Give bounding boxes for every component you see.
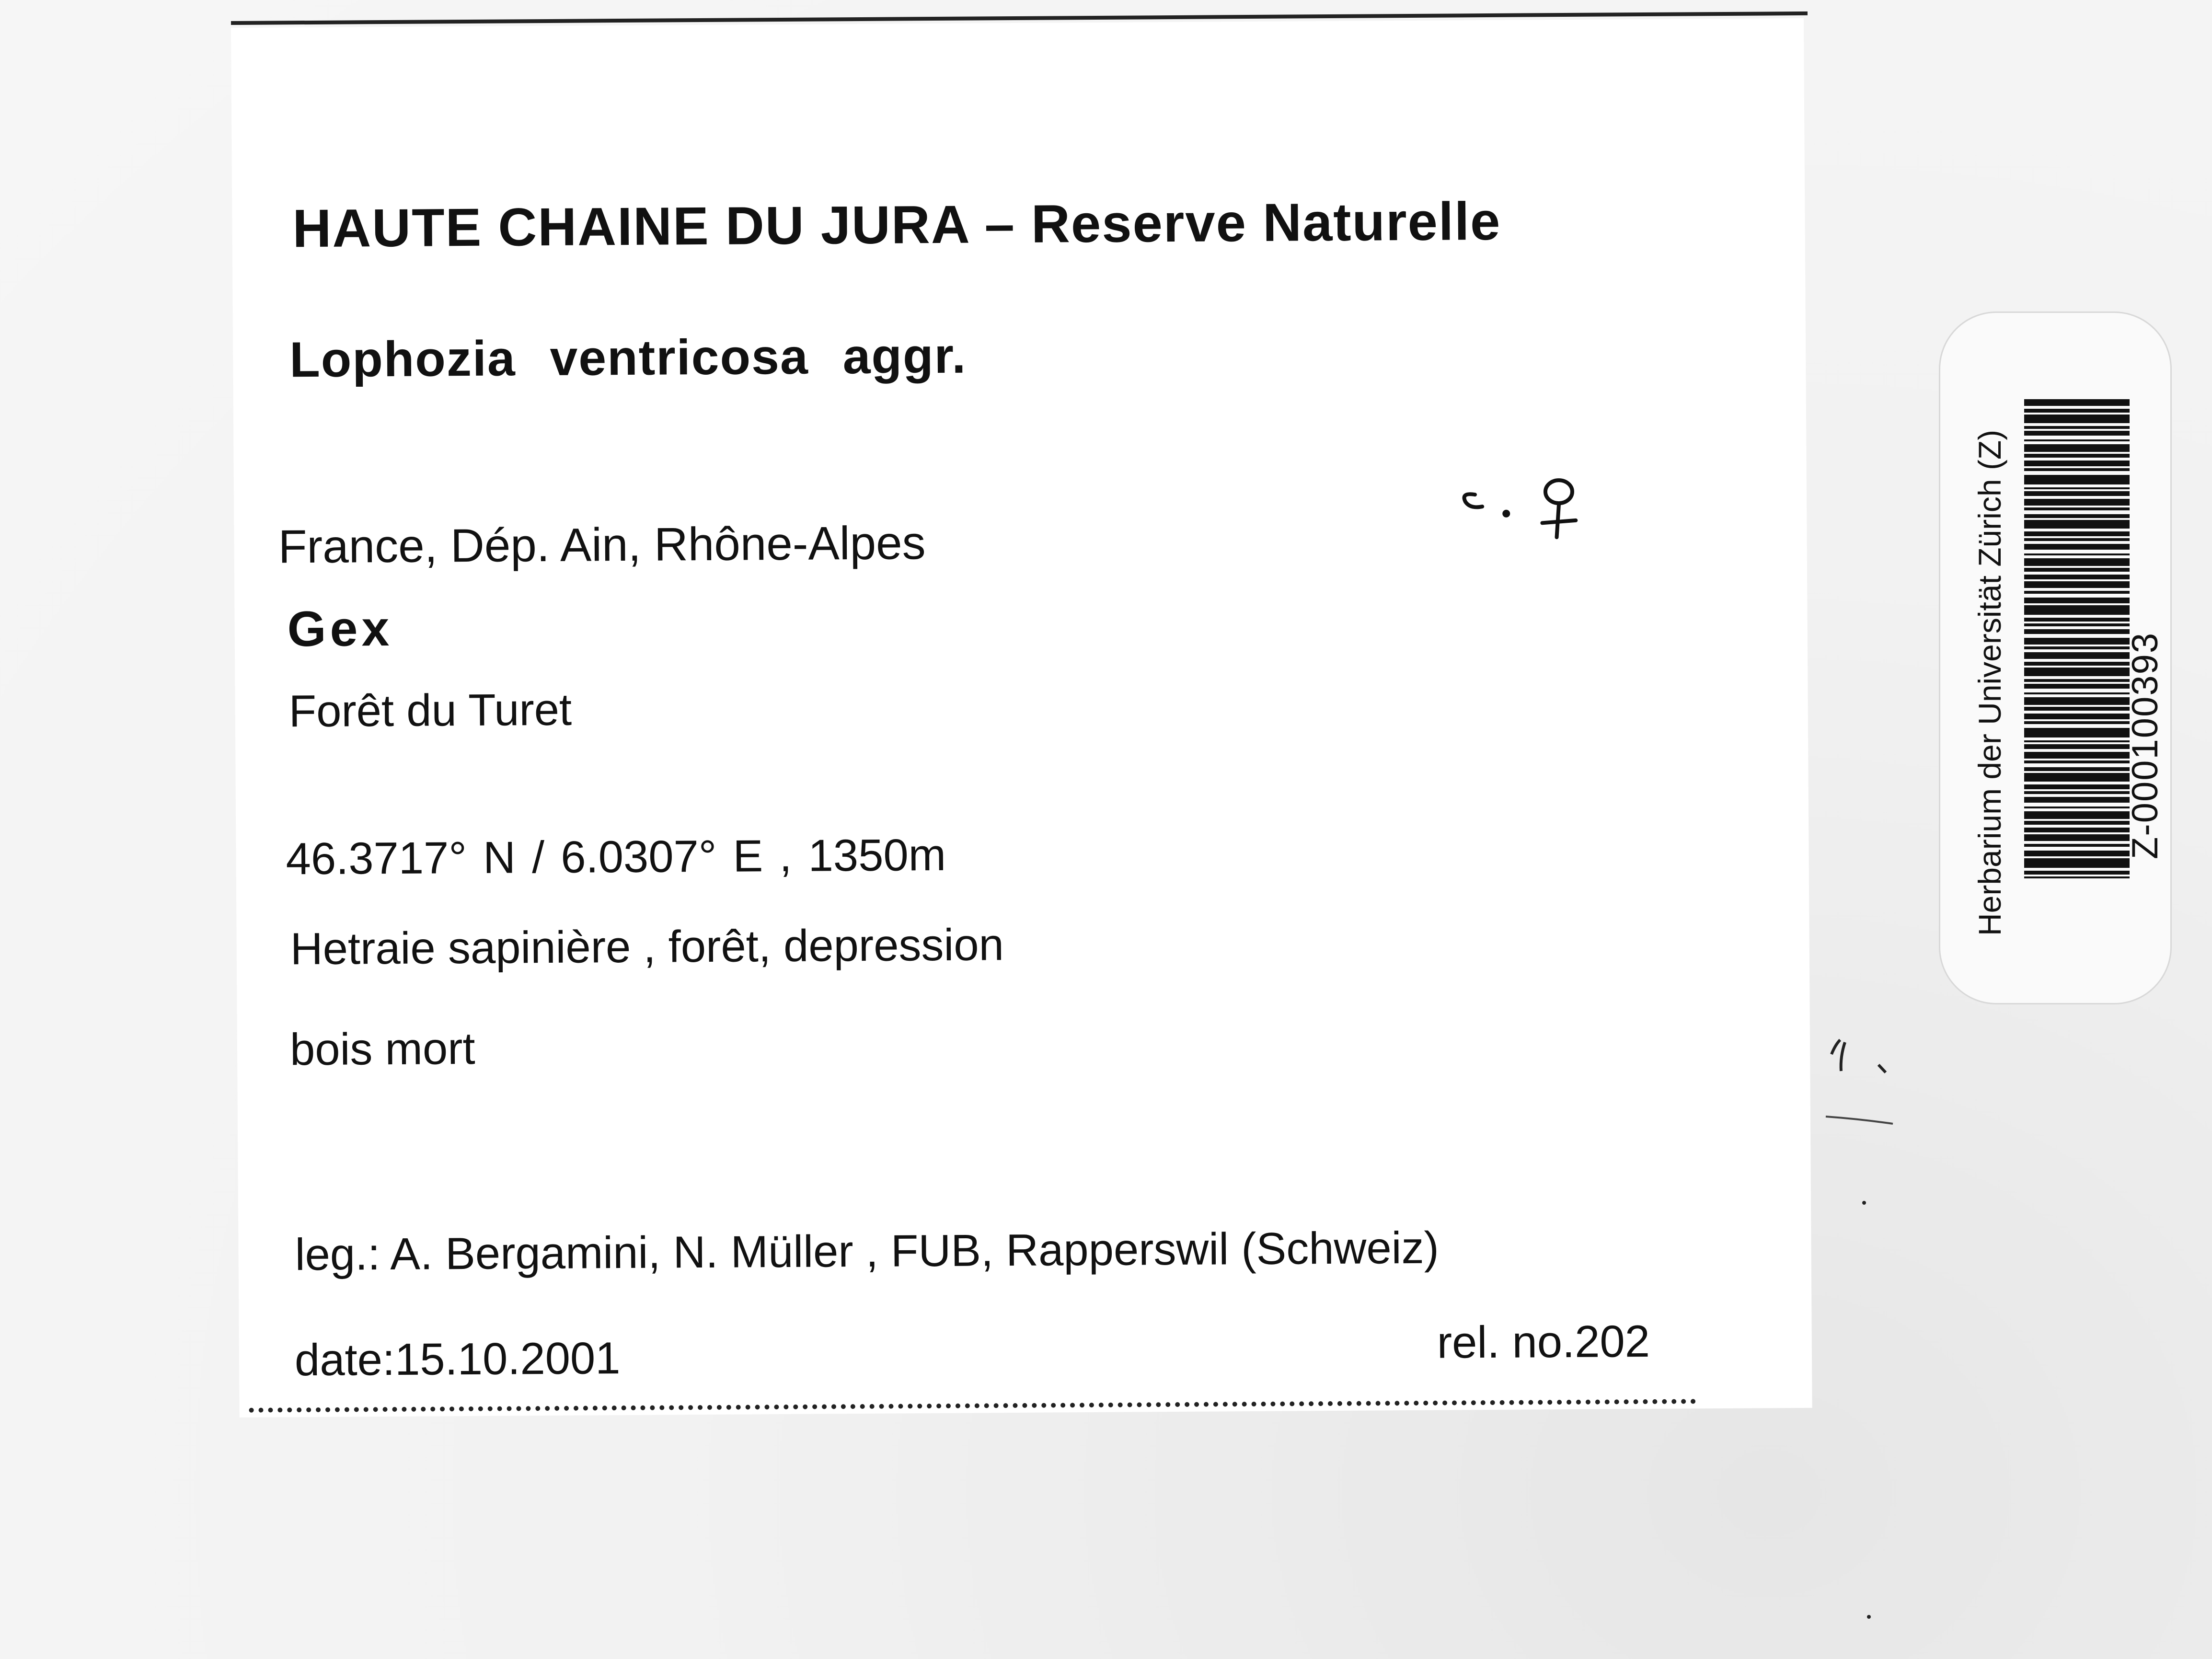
barcode-bar: [2024, 499, 2130, 506]
locality: Gex: [287, 600, 393, 657]
barcode-bar: [2024, 784, 2130, 789]
barcode-bar: [2024, 623, 2130, 626]
barcode-bar: [2024, 828, 2130, 832]
barcode-bar: [2024, 598, 2130, 603]
barcode-bar: [2024, 553, 2130, 555]
barcode-bar: [2024, 538, 2130, 541]
barcode-bar: [2024, 544, 2130, 550]
specimen-label: [231, 18, 1812, 1417]
barcode-bar: [2024, 514, 2130, 518]
institution-name: Herbarium der Universität Zürich (Z): [1972, 429, 2007, 936]
barcode-bar: [2024, 426, 2130, 429]
barcode-bar: [2024, 760, 2130, 763]
barcode-bar: [2024, 684, 2130, 689]
barcode-bar: [2024, 444, 2130, 452]
barcode-bar: [2024, 844, 2130, 847]
barcode-bar: [2024, 652, 2130, 659]
barcode-bar: [2024, 714, 2130, 719]
barcode-bar: [2024, 638, 2130, 645]
barcode-bar: [2024, 618, 2130, 622]
barcode-bar: [2024, 721, 2130, 724]
barcode-bar: [2024, 520, 2130, 529]
collection-date: date:15.10.2001: [294, 1333, 621, 1385]
barcode-bar: [2024, 821, 2130, 825]
barcode-bar: [2024, 409, 2130, 413]
barcode-bar: [2024, 871, 2130, 875]
barcode-bar: [2024, 767, 2130, 771]
barcode-bar: [2024, 851, 2130, 856]
coordinates: 46.3717° N / 6.0307° E , 1350m: [286, 829, 946, 884]
barcode-bar: [2024, 752, 2130, 759]
barcode-bar: [2024, 797, 2130, 803]
barcode-bar: [2024, 629, 2130, 634]
barcode-bar: [2024, 876, 2130, 878]
substrate: bois mort: [289, 1023, 475, 1075]
barcode-bar: [2024, 575, 2130, 579]
barcode-bar: [2024, 728, 2130, 737]
barcode-bar: [2024, 439, 2130, 441]
barcode-bar: [2024, 668, 2130, 676]
site: Forêt du Turet: [288, 684, 572, 737]
handwritten-note: [1456, 465, 1619, 552]
barcode-card: [1939, 311, 2172, 1004]
barcode-number: Z-000100393: [2125, 632, 2166, 859]
habitat: Hetraie sapinière , forêt, depression: [290, 919, 1004, 974]
barcode-bar: [2024, 558, 2130, 566]
barcode-bar: [2024, 461, 2130, 466]
barcode-bar: [2024, 697, 2130, 705]
barcode-bar: [2024, 431, 2130, 436]
barcode-bar: [2024, 475, 2130, 484]
barcode-bar: [2024, 507, 2130, 510]
barcode-bar: [2024, 662, 2130, 666]
barcode-bar: [2024, 692, 2130, 694]
barcode-bar: [2024, 487, 2130, 489]
barcode-bar: [2024, 744, 2130, 749]
barcode-bar: [2024, 399, 2130, 406]
relevé-number: rel. no.202: [1437, 1315, 1650, 1368]
barcode-bar: [2024, 605, 2130, 615]
barcode-bar: [2024, 791, 2130, 794]
barcode-bar: [2024, 806, 2130, 808]
barcode-bar: [2024, 740, 2130, 742]
barcode-bar: [2024, 531, 2130, 536]
barcode-bar: [2024, 454, 2130, 458]
country-region: France, Dép. Ain, Rhône-Alpes: [278, 516, 926, 573]
barcode-bar: [2024, 646, 2130, 649]
barcode-bar: [2024, 568, 2130, 572]
barcode-bar: [2024, 679, 2130, 682]
barcode-bar: [2024, 858, 2130, 868]
barcode-bar: [2024, 591, 2130, 594]
barcode-bar: [2024, 811, 2130, 819]
barcode: [2024, 399, 2130, 878]
barcode-bar: [2024, 707, 2130, 711]
collector: leg.: A. Bergamini, N. Müller , FUB, Rapperswil (Schweiz): [295, 1222, 1440, 1280]
barcode-bar: [2024, 468, 2130, 471]
taxon-name: Lophozia ventricosa aggr.: [289, 328, 967, 388]
barcode-bar: [2024, 581, 2130, 588]
barcode-bar: [2024, 834, 2130, 841]
barcode-bar: [2024, 415, 2130, 423]
barcode-bar: [2024, 491, 2130, 496]
barcode-bar: [2024, 773, 2130, 782]
label-title: HAUTE CHAINE DU JURA – Reserve Naturelle: [292, 191, 1501, 259]
